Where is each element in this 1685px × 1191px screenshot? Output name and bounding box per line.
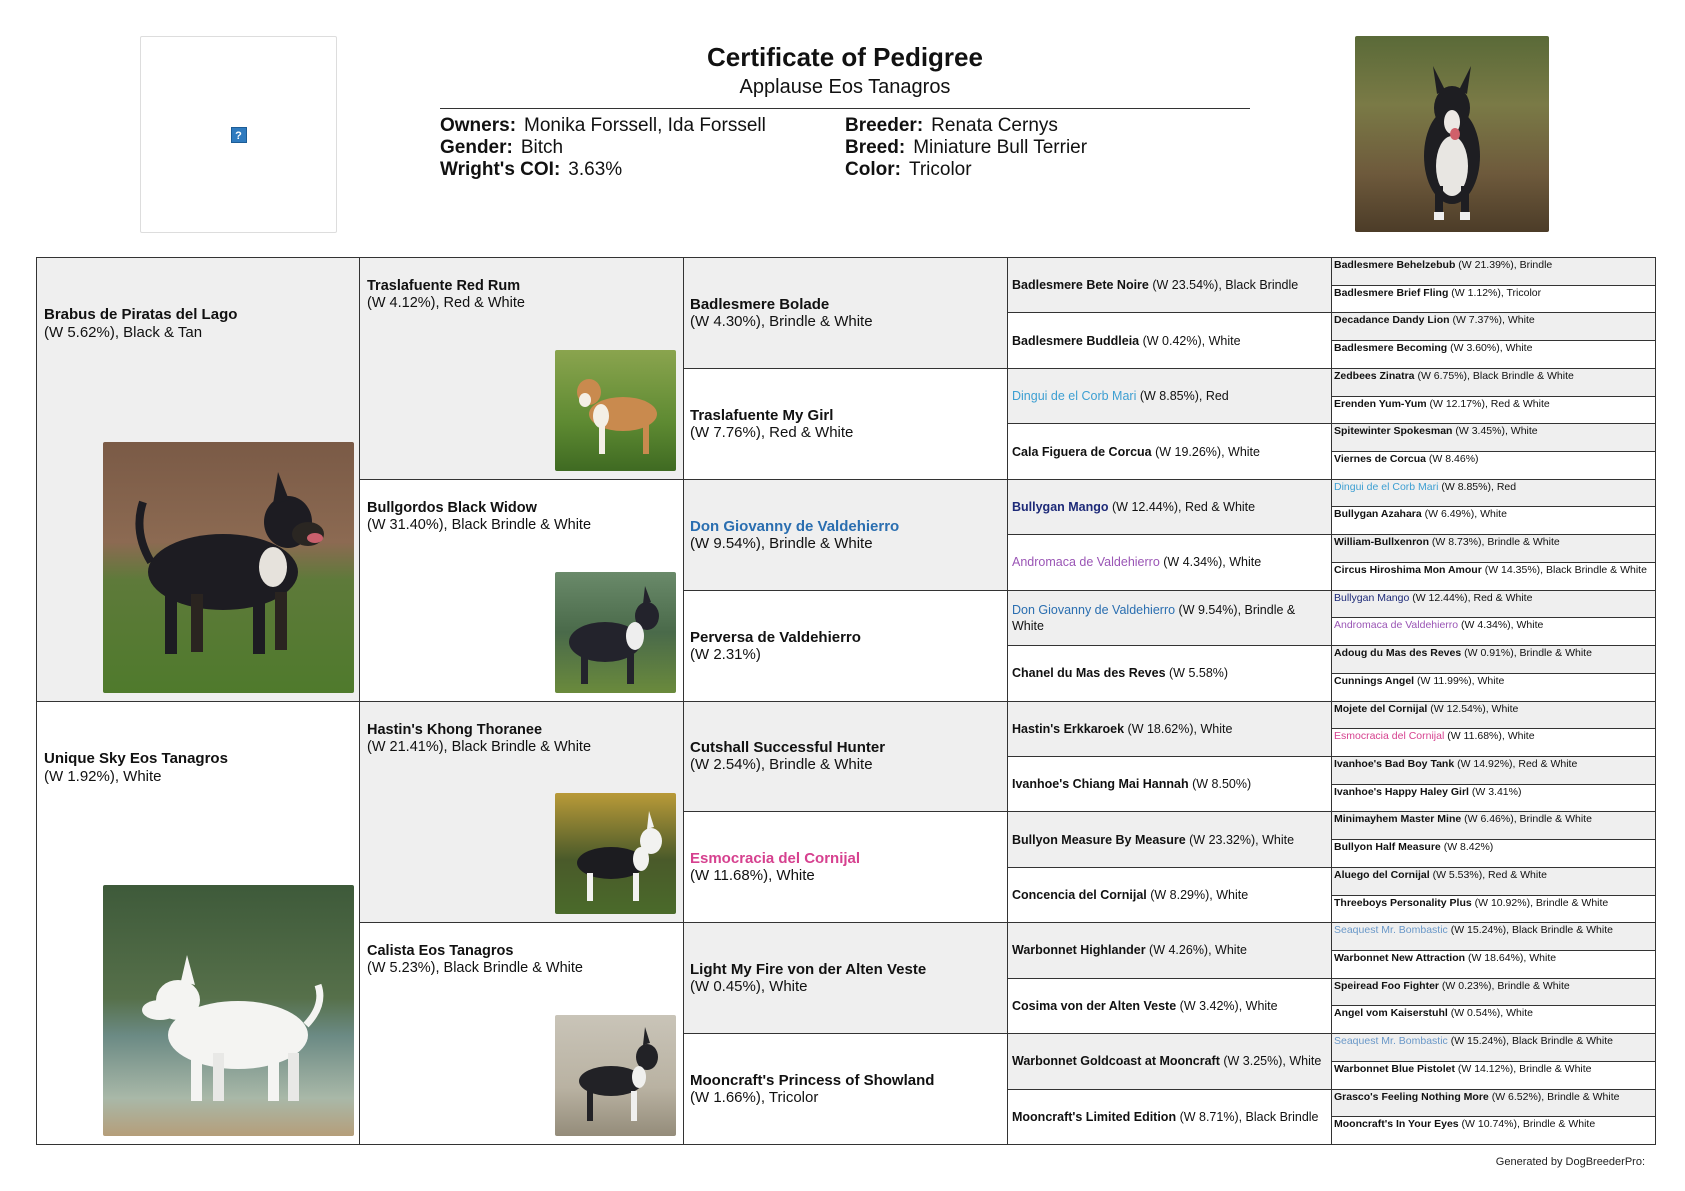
broken-image-icon: ? bbox=[231, 127, 247, 143]
ancestor-cell bbox=[1332, 1034, 1655, 1062]
ancestor-entry bbox=[1012, 1053, 1327, 1069]
title-divider bbox=[440, 108, 1250, 109]
ancestor-cell bbox=[1332, 507, 1655, 535]
ancestor-name: Bullyon Measure By Measure bbox=[1012, 832, 1186, 847]
ancestor-details: (W 4.12%), Red & White bbox=[367, 295, 525, 311]
ancestor-details: (W 11.68%), White bbox=[690, 867, 815, 885]
ancestor-entry bbox=[1334, 508, 1653, 521]
ancestor-details: (W 2.31%) bbox=[690, 645, 761, 663]
ancestor-details: (W 3.42%), White bbox=[1176, 998, 1278, 1013]
standing-dog-illustration bbox=[1355, 36, 1549, 232]
ancestor-entry bbox=[1334, 869, 1653, 882]
ancestor-name: Badlesmere Brief Fling bbox=[1334, 286, 1449, 299]
generation-2 bbox=[360, 258, 684, 1144]
ancestor-entry bbox=[1334, 1091, 1653, 1104]
ancestor-name: Minimayhem Master Mine bbox=[1334, 813, 1462, 826]
ancestor-details: (W 11.99%), White bbox=[1414, 674, 1505, 687]
ancestor-cell bbox=[1332, 674, 1655, 702]
ancestor-name: Seaquest Mr. Bombastic bbox=[1334, 1035, 1448, 1048]
ancestor-name: Cutshall Successful Hunter bbox=[690, 739, 886, 757]
dog-illustration bbox=[103, 885, 354, 1136]
ancestor-details: (W 12.44%), Red & White bbox=[1409, 591, 1533, 604]
color-value: Tricolor bbox=[908, 159, 972, 180]
ancestor-entry bbox=[1334, 619, 1653, 632]
ancestor-entry bbox=[690, 407, 1001, 441]
ancestor-entry bbox=[367, 500, 591, 534]
ancestor-entry bbox=[1012, 277, 1327, 293]
main-dog-photo bbox=[1355, 36, 1549, 232]
ancestor-details: (W 18.62%), White bbox=[1124, 721, 1233, 736]
ancestor-entry bbox=[690, 296, 1001, 330]
ancestor-cell bbox=[1332, 313, 1655, 341]
ancestor-cell bbox=[360, 923, 684, 1144]
ancestor-name: Ivanhoe's Happy Haley Girl bbox=[1334, 785, 1469, 798]
ancestor-details: (W 15.24%), Black Brindle & White bbox=[1447, 924, 1613, 937]
ancestor-name: Dingui de el Corb Mari bbox=[1334, 480, 1439, 493]
ancestor-entry bbox=[1012, 887, 1327, 903]
ancestor-entry bbox=[1334, 287, 1653, 300]
info-left bbox=[440, 115, 845, 181]
ancestor-entry bbox=[1334, 675, 1653, 688]
ancestor-name: Viernes de Corcua bbox=[1334, 453, 1427, 466]
gender-value: Bitch bbox=[520, 137, 564, 158]
ancestor-details: (W 3.60%), White bbox=[1447, 342, 1533, 355]
ancestor-cell bbox=[684, 1034, 1008, 1144]
ancestor-cell bbox=[1008, 812, 1332, 867]
pedigree-table bbox=[36, 257, 1656, 1145]
ancestor-entry bbox=[1012, 444, 1327, 460]
breed-label: Breed: bbox=[845, 137, 906, 158]
ancestor-details: (W 6.46%), Brindle & White bbox=[1461, 813, 1592, 826]
ancestor-name: Andromaca de Valdehierro bbox=[1012, 555, 1160, 570]
ancestor-name: Aluego del Cornijal bbox=[1334, 868, 1430, 881]
generation-4 bbox=[1008, 258, 1332, 1144]
ancestor-name: Esmocracia del Cornijal bbox=[690, 850, 861, 868]
ancestor-name: Adoug du Mas des Reves bbox=[1334, 647, 1462, 660]
ancestor-entry bbox=[1012, 721, 1327, 737]
ancestor-entry bbox=[1012, 776, 1327, 792]
certificate-header bbox=[440, 40, 1250, 181]
ancestor-entry bbox=[1334, 1063, 1653, 1076]
ancestor-entry bbox=[1334, 259, 1653, 272]
ancestor-name: Badlesmere Becoming bbox=[1334, 342, 1448, 355]
ancestor-name: Warbonnet New Attraction bbox=[1334, 951, 1466, 964]
ancestor-details: (W 0.91%), Brindle & White bbox=[1461, 647, 1592, 660]
ancestor-name: Ivanhoe's Bad Boy Tank bbox=[1334, 757, 1455, 770]
dam-photo bbox=[103, 885, 354, 1136]
ancestor-cell bbox=[684, 258, 1008, 369]
ancestor-cell bbox=[1332, 480, 1655, 508]
ancestor-details: (W 10.74%), Brindle & White bbox=[1458, 1118, 1596, 1131]
ancestor-cell bbox=[1332, 729, 1655, 757]
ancestor-name: Threeboys Personality Plus bbox=[1334, 896, 1472, 909]
ancestor-details: (W 21.39%), Brindle bbox=[1455, 259, 1553, 271]
ancestor-cell bbox=[1332, 258, 1655, 286]
ancestor-cell bbox=[684, 812, 1008, 923]
ancestor-cell bbox=[684, 702, 1008, 813]
ancestor-name: Andromaca de Valdehierro bbox=[1334, 619, 1459, 632]
breeder-row bbox=[845, 115, 1250, 137]
ancestor-details: (W 8.85%), Red bbox=[1438, 480, 1517, 493]
ancestor-name: Mooncraft's Limited Edition bbox=[1012, 1109, 1177, 1124]
ancestor-details: (W 1.66%), Tricolor bbox=[690, 1089, 819, 1107]
ancestor-details: (W 8.29%), White bbox=[1146, 888, 1249, 903]
ancestor-details: (W 8.42%) bbox=[1440, 841, 1494, 854]
ancestor-name: Light My Fire von der Alten Veste bbox=[690, 961, 927, 979]
ancestor-photo bbox=[555, 1015, 676, 1136]
ancestor-entry bbox=[1334, 453, 1653, 466]
ancestor-details: (W 3.41%) bbox=[1468, 785, 1522, 798]
ancestor-name: Warbonnet Highlander bbox=[1012, 943, 1146, 958]
info-right bbox=[845, 115, 1250, 181]
ancestor-entry bbox=[44, 750, 228, 786]
ancestor-details: (W 8.73%), Brindle & White bbox=[1429, 536, 1560, 549]
ancestor-name: Spitewinter Spokesman bbox=[1334, 425, 1453, 438]
ancestor-details: (W 3.25%), White bbox=[1219, 1054, 1322, 1069]
ancestor-name: Grasco's Feeling Nothing More bbox=[1334, 1090, 1489, 1103]
ancestor-details: (W 0.42%), White bbox=[1139, 333, 1241, 348]
owners-row bbox=[440, 115, 845, 137]
ancestor-details: (W 1.92%), White bbox=[44, 767, 162, 785]
ancestor-details: (W 8.85%), Red bbox=[1136, 389, 1229, 404]
generator-credit: Generated by DogBreederPro: bbox=[1495, 1156, 1645, 1168]
ancestor-entry bbox=[1334, 980, 1653, 993]
dog-info bbox=[440, 115, 1250, 181]
ancestor-name: Traslafuente Red Rum bbox=[367, 278, 521, 294]
certificate-title: Certificate of Pedigree bbox=[707, 42, 983, 72]
ancestor-cell bbox=[1332, 840, 1655, 868]
dog-illustration bbox=[555, 1015, 676, 1136]
ancestor-cell bbox=[1332, 618, 1655, 646]
ancestor-photo bbox=[555, 350, 676, 471]
ancestor-name: Mooncraft's Princess of Showland bbox=[690, 1072, 935, 1090]
coi-value: 3.63% bbox=[568, 159, 623, 180]
ancestor-entry bbox=[1012, 554, 1327, 570]
ancestor-entry bbox=[690, 1072, 1001, 1106]
ancestor-details: (W 9.54%), Brindle & White bbox=[690, 534, 873, 552]
generation-5 bbox=[1332, 258, 1655, 1144]
ancestor-cell bbox=[1008, 369, 1332, 424]
ancestor-details: (W 8.46%) bbox=[1426, 453, 1479, 466]
ancestor-details: (W 12.17%), Red & White bbox=[1426, 397, 1550, 410]
ancestor-cell bbox=[1332, 979, 1655, 1007]
dog-illustration bbox=[555, 793, 676, 914]
ancestor-cell bbox=[1008, 535, 1332, 590]
ancestor-cell bbox=[684, 480, 1008, 591]
ancestor-cell bbox=[1332, 591, 1655, 619]
ancestor-entry bbox=[1334, 897, 1653, 910]
coi-row bbox=[440, 159, 845, 181]
ancestor-details: (W 8.71%), Black Brindle bbox=[1176, 1109, 1319, 1124]
ancestor-name: Esmocracia del Cornijal bbox=[1334, 730, 1445, 743]
owners-value: Monika Forssell, Ida Forssell bbox=[524, 115, 766, 136]
ancestor-details: (W 19.26%), White bbox=[1151, 444, 1260, 459]
ancestor-entry bbox=[1012, 942, 1327, 958]
ancestor-cell bbox=[1332, 535, 1655, 563]
ancestor-name: Hastin's Erkkaroek bbox=[1012, 721, 1125, 736]
ancestor-entry bbox=[1334, 370, 1653, 383]
ancestor-cell bbox=[1008, 702, 1332, 757]
breeder-value: Renata Cernys bbox=[931, 115, 1058, 136]
ancestor-details: (W 23.54%), Black Brindle bbox=[1148, 278, 1299, 293]
ancestor-entry bbox=[1334, 1007, 1653, 1020]
dog-illustration bbox=[555, 350, 676, 471]
ancestor-cell bbox=[1332, 951, 1655, 979]
ancestor-cell bbox=[1008, 757, 1332, 812]
ancestor-cell bbox=[1008, 313, 1332, 368]
ancestor-details: (W 1.12%), Tricolor bbox=[1448, 286, 1542, 299]
ancestor-entry bbox=[1334, 342, 1653, 355]
ancestor-details: (W 11.68%), White bbox=[1444, 730, 1535, 743]
ancestor-cell bbox=[1332, 424, 1655, 452]
ancestor-entry bbox=[690, 739, 1001, 773]
ancestor-cell bbox=[1332, 923, 1655, 951]
ancestor-details: (W 4.34%), White bbox=[1159, 555, 1262, 570]
ancestor-name: Mojete del Cornijal bbox=[1334, 702, 1428, 715]
ancestor-cell bbox=[1332, 1117, 1655, 1144]
ancestor-entry bbox=[1334, 1118, 1653, 1131]
ancestor-name: Badlesmere Bete Noire bbox=[1012, 278, 1149, 293]
ancestor-name: William-Bullxenron bbox=[1334, 536, 1429, 549]
ancestor-entry bbox=[1334, 398, 1653, 411]
ancestor-entry bbox=[1334, 841, 1653, 854]
ancestor-details: (W 0.54%), White bbox=[1447, 1007, 1533, 1020]
ancestor-name: Bullygan Mango bbox=[1012, 499, 1109, 514]
dam-cell bbox=[37, 702, 360, 1145]
ancestor-cell bbox=[684, 923, 1008, 1034]
ancestor-details: (W 31.40%), Black Brindle & White bbox=[367, 516, 592, 533]
kennel-logo-placeholder bbox=[140, 36, 337, 233]
ancestor-name: Concencia del Cornijal bbox=[1012, 888, 1147, 903]
ancestor-name: Dingui de el Corb Mari bbox=[1012, 389, 1137, 404]
ancestor-name: Bullyon Half Measure bbox=[1334, 841, 1441, 854]
ancestor-entry bbox=[1334, 813, 1653, 826]
ancestor-photo bbox=[555, 572, 676, 693]
ancestor-entry bbox=[1012, 832, 1327, 848]
ancestor-entry bbox=[1334, 924, 1653, 937]
ancestor-details: (W 23.32%), White bbox=[1185, 832, 1295, 847]
ancestor-entry bbox=[690, 850, 1001, 884]
ancestor-name: Zedbees Zinatra bbox=[1334, 369, 1415, 382]
ancestor-entry bbox=[1334, 425, 1653, 438]
gender-row bbox=[440, 137, 845, 159]
breeder-label: Breeder: bbox=[845, 115, 924, 136]
ancestor-cell bbox=[1332, 286, 1655, 314]
ancestor-entry bbox=[1012, 665, 1327, 681]
sire-cell bbox=[37, 258, 360, 702]
ancestor-details: (W 21.41%), Black Brindle & White bbox=[367, 738, 592, 755]
ancestor-entry bbox=[1334, 592, 1653, 605]
ancestor-details: (W 10.92%), Brindle & White bbox=[1471, 896, 1609, 909]
ancestor-details: (W 14.35%), Black Brindle & White bbox=[1481, 563, 1647, 576]
breed-value: Miniature Bull Terrier bbox=[913, 137, 1088, 158]
ancestor-cell bbox=[1332, 868, 1655, 896]
ancestor-cell bbox=[1332, 757, 1655, 785]
generation-3 bbox=[684, 258, 1008, 1144]
ancestor-name: Traslafuente My Girl bbox=[690, 406, 834, 424]
ancestor-name: Ivanhoe's Chiang Mai Hannah bbox=[1012, 777, 1189, 792]
ancestor-entry bbox=[690, 629, 1001, 663]
ancestor-details: (W 4.30%), Brindle & White bbox=[690, 312, 873, 330]
ancestor-details: (W 5.23%), Black Brindle & White bbox=[367, 960, 583, 977]
ancestor-entry bbox=[44, 306, 237, 342]
ancestor-entry bbox=[1334, 647, 1653, 660]
ancestor-entry bbox=[1334, 481, 1653, 494]
ancestor-cell bbox=[1332, 812, 1655, 840]
gender-label: Gender: bbox=[440, 137, 513, 158]
ancestor-details: (W 14.92%), Red & White bbox=[1454, 757, 1578, 770]
coi-label: Wright's COI: bbox=[440, 159, 561, 180]
ancestor-name: Bullgordos Black Widow bbox=[367, 499, 537, 516]
ancestor-cell bbox=[1332, 397, 1655, 425]
ancestor-cell bbox=[1332, 785, 1655, 813]
ancestor-details: (W 18.64%), White bbox=[1465, 951, 1557, 964]
ancestor-name: Bullygan Mango bbox=[1334, 591, 1410, 604]
dog-illustration bbox=[555, 572, 676, 693]
ancestor-entry bbox=[1012, 388, 1327, 404]
ancestor-entry bbox=[1334, 786, 1653, 799]
ancestor-name: Warbonnet Goldcoast at Mooncraft bbox=[1012, 1054, 1220, 1069]
ancestor-details: (W 15.24%), Black Brindle & White bbox=[1447, 1035, 1613, 1048]
ancestor-details: (W 7.37%), White bbox=[1449, 314, 1535, 327]
color-label: Color: bbox=[845, 159, 901, 180]
ancestor-cell bbox=[1008, 424, 1332, 479]
ancestor-details: (W 5.53%), Red & White bbox=[1429, 868, 1547, 881]
ancestor-cell bbox=[1008, 258, 1332, 313]
ancestor-details: (W 12.54%), White bbox=[1427, 702, 1519, 715]
ancestor-cell bbox=[1332, 452, 1655, 480]
ancestor-name: Warbonnet Blue Pistolet bbox=[1334, 1062, 1455, 1075]
ancestor-details: (W 5.58%) bbox=[1165, 666, 1229, 681]
ancestor-entry bbox=[1334, 314, 1653, 327]
ancestor-details: (W 9.54%), Brindle & White bbox=[1012, 602, 1296, 633]
ancestor-cell bbox=[1008, 868, 1332, 923]
ancestor-name: Bullygan Azahara bbox=[1334, 508, 1422, 521]
ancestor-name: Don Giovanny de Valdehierro bbox=[1012, 602, 1176, 617]
ancestor-name: Erenden Yum-Yum bbox=[1334, 397, 1427, 410]
ancestor-details: (W 7.76%), Red & White bbox=[690, 423, 854, 441]
ancestor-cell bbox=[1008, 480, 1332, 535]
ancestor-cell bbox=[1008, 1034, 1332, 1089]
ancestor-name: Seaquest Mr. Bombastic bbox=[1334, 924, 1448, 937]
ancestor-details: (W 6.52%), Brindle & White bbox=[1488, 1090, 1620, 1103]
ancestor-entry bbox=[1012, 602, 1327, 634]
ancestor-entry bbox=[1012, 499, 1327, 515]
ancestor-entry bbox=[1012, 1109, 1327, 1125]
ancestor-name: Cosima von der Alten Veste bbox=[1012, 998, 1177, 1013]
ancestor-cell bbox=[1332, 369, 1655, 397]
ancestor-entry bbox=[1334, 1035, 1653, 1048]
ancestor-entry bbox=[690, 961, 1001, 995]
ancestor-entry bbox=[367, 943, 583, 977]
ancestor-photo bbox=[555, 793, 676, 914]
owners-label: Owners: bbox=[440, 115, 517, 136]
breed-row bbox=[845, 137, 1250, 159]
ancestor-cell bbox=[1332, 702, 1655, 730]
ancestor-cell bbox=[360, 480, 684, 702]
ancestor-name: Brabus de Piratas del Lago bbox=[44, 306, 238, 323]
dog-name: Applause Eos Tanagros bbox=[739, 76, 951, 98]
ancestor-name: Mooncraft's In Your Eyes bbox=[1334, 1118, 1459, 1131]
ancestor-name: Unique Sky Eos Tanagros bbox=[44, 749, 228, 767]
ancestor-entry bbox=[1334, 536, 1653, 549]
ancestor-cell bbox=[1008, 646, 1332, 701]
ancestor-name: Cala Figuera de Corcua bbox=[1012, 444, 1152, 459]
ancestor-name: Hastin's Khong Thoranee bbox=[367, 721, 543, 738]
ancestor-name: Calista Eos Tanagros bbox=[367, 943, 514, 960]
ancestor-cell bbox=[1332, 563, 1655, 591]
generation-1 bbox=[37, 258, 360, 1144]
dog-illustration bbox=[103, 442, 354, 693]
ancestor-name: Badlesmere Buddleia bbox=[1012, 333, 1140, 348]
ancestor-name: Cunnings Angel bbox=[1334, 674, 1415, 687]
ancestor-cell bbox=[1332, 1006, 1655, 1034]
ancestor-details: (W 0.45%), White bbox=[690, 978, 808, 996]
ancestor-cell bbox=[684, 591, 1008, 702]
ancestor-name: Speiread Foo Fighter bbox=[1334, 979, 1440, 992]
ancestor-cell bbox=[1008, 591, 1332, 646]
ancestor-details: (W 4.34%), White bbox=[1458, 619, 1544, 632]
ancestor-cell bbox=[360, 702, 684, 924]
ancestor-details: (W 6.75%), Black Brindle & White bbox=[1414, 369, 1574, 382]
ancestor-name: Don Giovanny de Valdehierro bbox=[690, 517, 900, 535]
ancestor-name: Circus Hiroshima Mon Amour bbox=[1334, 563, 1482, 576]
ancestor-cell bbox=[684, 369, 1008, 480]
ancestor-name: Chanel du Mas des Reves bbox=[1012, 666, 1166, 681]
ancestor-entry bbox=[1012, 998, 1327, 1014]
ancestor-cell bbox=[1332, 646, 1655, 674]
ancestor-details: (W 14.12%), Brindle & White bbox=[1454, 1062, 1592, 1075]
ancestor-entry bbox=[1334, 952, 1653, 965]
ancestor-details: (W 3.45%), White bbox=[1452, 425, 1538, 438]
ancestor-entry bbox=[1334, 564, 1653, 577]
ancestor-name: Decadance Dandy Lion bbox=[1334, 314, 1450, 327]
ancestor-cell bbox=[1332, 896, 1655, 924]
ancestor-entry bbox=[367, 722, 591, 756]
color-row bbox=[845, 159, 1250, 181]
ancestor-cell bbox=[1332, 1062, 1655, 1090]
ancestor-details: (W 8.50%) bbox=[1188, 777, 1252, 792]
ancestor-name: Badlesmere Bolade bbox=[690, 295, 830, 313]
ancestor-cell bbox=[360, 258, 684, 480]
ancestor-details: (W 5.62%), Black & Tan bbox=[44, 324, 203, 341]
ancestor-details: (W 12.44%), Red & White bbox=[1108, 499, 1256, 514]
ancestor-entry bbox=[1334, 730, 1653, 743]
sire-photo bbox=[103, 442, 354, 693]
ancestor-entry bbox=[1334, 703, 1653, 716]
ancestor-details: (W 2.54%), Brindle & White bbox=[690, 756, 873, 774]
ancestor-entry bbox=[1334, 758, 1653, 771]
ancestor-cell bbox=[1332, 341, 1655, 369]
ancestor-name: Angel vom Kaiserstuhl bbox=[1334, 1007, 1448, 1020]
ancestor-cell bbox=[1008, 979, 1332, 1034]
ancestor-entry bbox=[1012, 333, 1327, 349]
ancestor-entry bbox=[690, 518, 1001, 552]
ancestor-name: Perversa de Valdehierro bbox=[690, 628, 861, 646]
ancestor-details: (W 4.26%), White bbox=[1145, 943, 1247, 958]
ancestor-cell bbox=[1008, 1090, 1332, 1144]
ancestor-entry bbox=[367, 278, 525, 312]
ancestor-cell bbox=[1008, 923, 1332, 978]
ancestor-cell bbox=[1332, 1090, 1655, 1118]
ancestor-name: Badlesmere Behelzebub bbox=[1334, 259, 1456, 271]
ancestor-details: (W 0.23%), Brindle & White bbox=[1439, 979, 1570, 992]
ancestor-details: (W 6.49%), White bbox=[1421, 508, 1507, 521]
